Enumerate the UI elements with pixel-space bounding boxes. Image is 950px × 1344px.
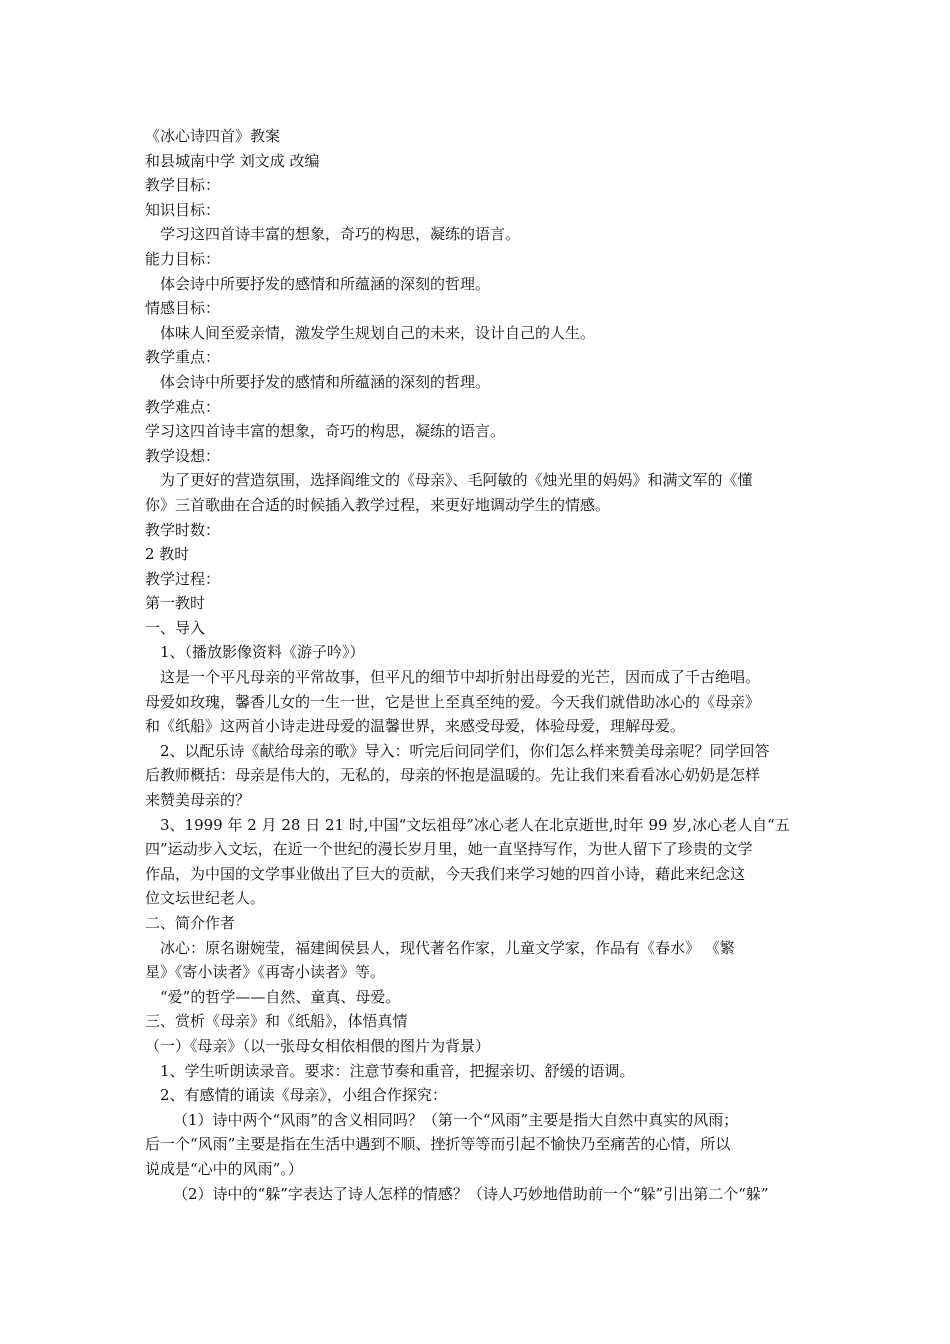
text-line: （1）诗中两个“风雨”的含义相同吗？（第一个“风雨”主要是指大自然中真实的风雨； bbox=[173, 1110, 739, 1129]
text-line: 教学设想： bbox=[145, 446, 221, 465]
text-line: 情感目标： bbox=[145, 299, 221, 318]
text-line: 1、（播放影像资料《游子吟》） bbox=[160, 643, 365, 662]
text-line: 教学过程： bbox=[145, 569, 221, 588]
text-line: 2、以配乐诗《献给母亲的歌》导入：听完后问同学们，你们怎么样来赞美母亲呢？同学回答 bbox=[160, 741, 770, 760]
text-line: 学习这四首诗丰富的想象，奇巧的构思，凝练的语言。 bbox=[145, 422, 506, 441]
text-line: 体会诗中所要抒发的感情和所蕴涵的深刻的哲理。 bbox=[160, 274, 491, 293]
text-line: 和县城南中学 刘文成 改编 bbox=[145, 151, 320, 170]
text-line: 你》三首歌曲在合适的时候插入教学过程，来更好地调动学生的情感。 bbox=[145, 495, 611, 514]
text-line: 后一个“风雨”主要是指在生活中遇到不顺、挫折等等而引起不愉快乃至痛苦的心情，所以 bbox=[145, 1135, 731, 1154]
text-line: 2、有感情的诵读《母亲》，小组合作探究： bbox=[160, 1086, 448, 1105]
text-line: 这是一个平凡母亲的平常故事，但平凡的细节中却折射出母爱的光芒，因而成了千古绝唱。 bbox=[160, 668, 761, 687]
text-line: 第一教时 bbox=[145, 594, 206, 613]
text-line: 教学时数： bbox=[145, 520, 221, 539]
text-line: 1、学生听朗读录音。要求：注意节奏和重音，把握亲切、舒缓的语调。 bbox=[160, 1061, 635, 1080]
text-line: 3、1999 年 2 月 28 日 21 时,中国“文坛祖母”冰心老人在北京逝世,时年 99 岁,冰心老人自“五 bbox=[160, 815, 790, 834]
text-line: 位文坛世纪老人。 bbox=[145, 889, 266, 908]
text-line: （一）《母亲》（以一张母女相依相偎的图片为背景） bbox=[145, 1036, 491, 1055]
text-line: 和《纸船》这两首小诗走进母爱的温馨世界，来感受母爱，体验母爱，理解母爱。 bbox=[145, 717, 686, 736]
text-line: 母爱如玫瑰，馨香儿女的一生一世，它是世上至真至纯的爱。今天我们就借助冰心的《母亲》 bbox=[145, 692, 761, 711]
text-line: 教学重点： bbox=[145, 348, 221, 367]
text-line: 作品，为中国的文学事业做出了巨大的贡献，今天我们来学习她的四首小诗，藉此来纪念这 bbox=[145, 864, 746, 883]
text-line: 为了更好的营造氛围，选择阎维文的《母亲》、毛阿敏的《烛光里的妈妈》和满文军的《懂 bbox=[160, 471, 753, 490]
text-line: 一、导入 bbox=[145, 618, 206, 637]
text-line: 教学难点： bbox=[145, 397, 221, 416]
document-body bbox=[145, 124, 810, 1206]
text-line: 知识目标： bbox=[145, 200, 221, 219]
text-line: 2 教时 bbox=[145, 545, 190, 564]
text-line: 四”运动步入文坛，在近一个世纪的漫长岁月里，她一直坚持写作，为世人留下了珍贵的文学 bbox=[145, 840, 753, 859]
text-line: “爱”的哲学——自然、童真、母爱。 bbox=[160, 987, 401, 1006]
text-line: 星》《寄小读者》《再寄小读者》等。 bbox=[145, 963, 386, 982]
text-line: 冰心：原名谢婉莹，福建闽侯县人，现代著名作家，儿童文学家，作品有《春水》 《繁 bbox=[160, 938, 735, 957]
text-line: 体味人间至爱亲情，激发学生规划自己的未来，设计自己的人生。 bbox=[160, 323, 596, 342]
text-line: 体会诗中所要抒发的感情和所蕴涵的深刻的哲理。 bbox=[160, 372, 491, 391]
text-line: 来赞美母亲的？ bbox=[145, 791, 251, 810]
text-line: 后教师概括：母亲是伟大的，无私的，母亲的怀抱是温暖的。先让我们来看看冰心奶奶是怎样 bbox=[145, 766, 761, 785]
text-line: 说成是“心中的风雨”。） bbox=[145, 1159, 303, 1178]
text-line: 教学目标： bbox=[145, 176, 221, 195]
text-line: （2）诗中的“躲”字表达了诗人怎样的情感？（诗人巧妙地借助前一个“躲”引出第二个“躲” bbox=[173, 1184, 769, 1203]
document-title: 《冰心诗四首》教案 bbox=[145, 127, 281, 145]
text-line: 三、赏析《母亲》和《纸船》，体悟真情 bbox=[145, 1012, 408, 1031]
text-line: 能力目标： bbox=[145, 249, 221, 268]
text-line: 二、简介作者 bbox=[145, 914, 236, 932]
text-line: 学习这四首诗丰富的想象，奇巧的构思，凝练的语言。 bbox=[160, 225, 521, 244]
